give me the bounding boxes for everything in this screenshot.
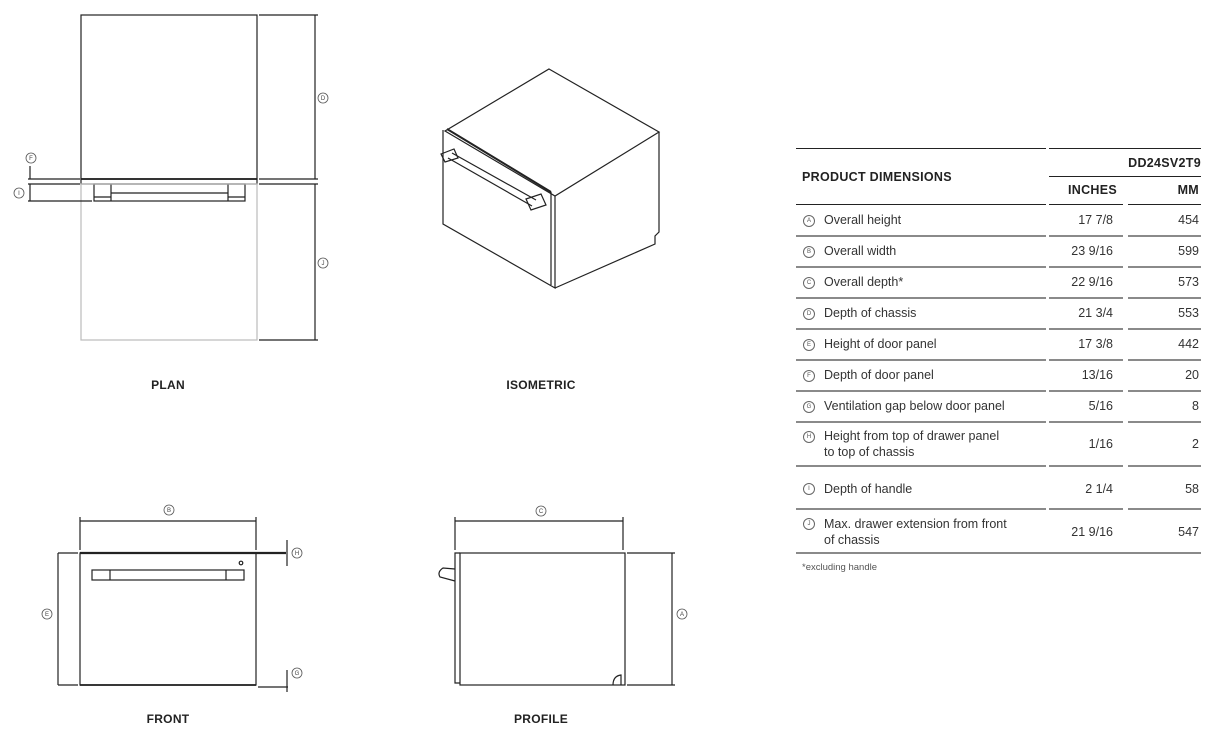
callout-e-icon [42, 609, 52, 619]
svg-text:D: D [320, 96, 326, 102]
row-label: Overall depth* [824, 275, 904, 289]
plan-label: PLAN [151, 378, 185, 392]
letter-c-icon: C [803, 277, 815, 289]
model-number: DD24SV2T9 [1128, 156, 1201, 170]
callout-b-icon [164, 505, 174, 515]
letter-b-icon: B [803, 246, 815, 258]
column-header-inches: INCHES [1067, 183, 1117, 197]
profile-view-drawing [439, 517, 675, 685]
callout-c-icon [536, 506, 546, 516]
row-label: Overall height [824, 213, 902, 227]
row-mm: 20 [1185, 368, 1199, 382]
svg-text:H: H [294, 551, 300, 557]
row-label: Height of door panel [824, 337, 937, 351]
row-inches: 21 3/4 [1078, 306, 1113, 320]
callout-a-icon [677, 609, 687, 619]
letter-h-icon: H [803, 431, 815, 443]
header-rule [1049, 176, 1201, 177]
isometric-view-drawing [441, 69, 659, 288]
svg-text:C: C [538, 509, 544, 515]
header-rule [1128, 204, 1201, 205]
header-rule [796, 204, 1046, 205]
row-inches: 2 1/4 [1085, 482, 1113, 496]
row-inches: 22 9/16 [1071, 275, 1113, 289]
row-mm: 573 [1178, 275, 1199, 289]
letter-f-icon: F [803, 370, 815, 382]
header-rule [796, 148, 1046, 149]
row-mm: 599 [1178, 244, 1199, 258]
letter-g-icon: G [803, 401, 815, 413]
row-mm: 553 [1178, 306, 1199, 320]
isometric-label: ISOMETRIC [506, 378, 576, 392]
row-inches: 13/16 [1081, 368, 1113, 382]
svg-text:E: E [44, 612, 50, 618]
plan-view-drawing [28, 15, 318, 340]
row-label-line2: to top of chassis [824, 445, 915, 459]
svg-text:I: I [18, 191, 20, 197]
letter-e-icon: E [803, 339, 815, 351]
callout-d-icon [318, 93, 328, 103]
header-rule [1049, 204, 1123, 205]
row-inches: 21 9/16 [1071, 525, 1113, 539]
letter-a-icon: A [803, 215, 815, 227]
table-title: PRODUCT DIMENSIONS [802, 170, 952, 184]
row-mm: 442 [1178, 337, 1199, 351]
letter-j-icon: J [803, 518, 815, 530]
row-mm: 2 [1192, 437, 1199, 451]
row-inches: 23 9/16 [1071, 244, 1113, 258]
svg-text:A: A [679, 612, 685, 618]
row-inches: 1/16 [1088, 437, 1113, 451]
column-header-mm: MM [1177, 183, 1199, 197]
row-label: Depth of chassis [824, 306, 917, 320]
row-mm: 8 [1192, 399, 1199, 413]
row-label-line2: of chassis [824, 533, 880, 547]
callout-g-icon [292, 668, 302, 678]
row-label: Depth of handle [824, 482, 913, 496]
row-mm: 547 [1178, 525, 1199, 539]
callout-f-icon [26, 153, 36, 163]
callout-h-icon [292, 548, 302, 558]
svg-text:G: G [294, 671, 300, 677]
row-label: Overall width [824, 244, 897, 258]
row-inches: 17 7/8 [1078, 213, 1113, 227]
letter-d-icon: D [803, 308, 815, 320]
letter-i-icon: I [803, 483, 815, 495]
front-label: FRONT [146, 712, 190, 726]
header-rule [1049, 148, 1201, 149]
callout-i-icon [14, 188, 24, 198]
svg-text:F: F [29, 156, 33, 162]
svg-text:B: B [166, 508, 172, 514]
row-label-line1: Max. drawer extension from front [824, 517, 1007, 531]
row-label: Depth of door panel [824, 368, 934, 382]
profile-label: PROFILE [513, 712, 569, 726]
svg-text:J: J [321, 261, 325, 267]
row-inches: 17 3/8 [1078, 337, 1113, 351]
callout-j-icon [318, 258, 328, 268]
footnote: *excluding handle [802, 562, 878, 573]
row-label-line1: Height from top of drawer panel [824, 429, 1000, 443]
row-mm: 58 [1185, 482, 1199, 496]
row-mm: 454 [1178, 213, 1199, 227]
row-label: Ventilation gap below door panel [824, 399, 1005, 413]
row-inches: 5/16 [1088, 399, 1113, 413]
front-view-drawing [58, 517, 288, 692]
